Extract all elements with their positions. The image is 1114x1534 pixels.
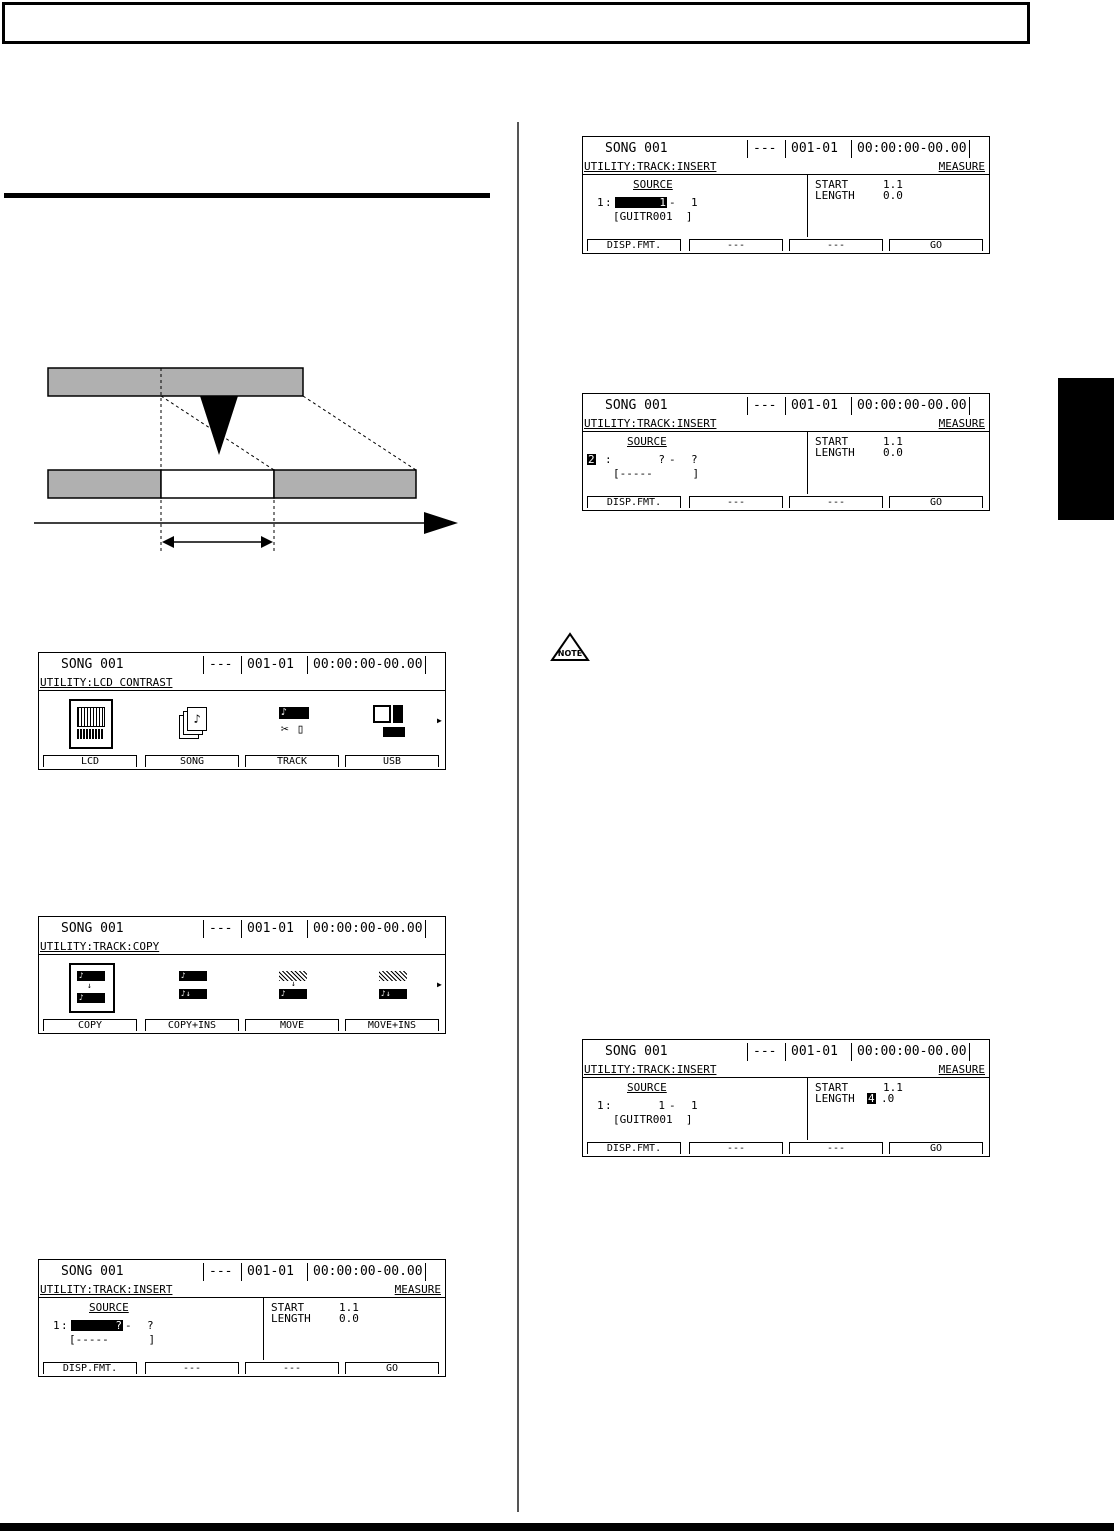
note-warning-icon: [548, 632, 592, 664]
scroll-right-icon[interactable]: ▶: [437, 716, 442, 725]
fkey-move[interactable]: MOVE: [245, 1019, 339, 1031]
page-header-box: [2, 2, 1030, 44]
source-label: SOURCE: [89, 1301, 129, 1314]
song-icon[interactable]: ♪: [179, 707, 207, 739]
song-name: SONG 001: [61, 1264, 124, 1279]
length-label: LENGTH: [271, 1312, 311, 1325]
source-label: SOURCE: [627, 435, 667, 448]
breadcrumb: UTILITY:TRACK:INSERT: [584, 417, 717, 430]
status-field: ---: [753, 398, 777, 413]
fkey-disp-fmt[interactable]: DISP.FMT.: [587, 239, 681, 251]
source-track-name: [----- ]: [613, 467, 700, 480]
move-insert-icon[interactable]: ♪↓: [379, 971, 409, 1003]
original-track-bar: [48, 368, 303, 396]
position-field: 001-01: [791, 398, 838, 413]
length-value-rest: .0: [881, 1092, 895, 1105]
time-field: 00:00:00-00.00: [313, 1264, 423, 1279]
fkey-2[interactable]: ---: [689, 496, 783, 508]
fkey-go[interactable]: GO: [889, 496, 983, 508]
scroll-right-icon[interactable]: ▶: [437, 980, 442, 989]
position-field: 001-01: [247, 921, 294, 936]
source-track-name: [----- ]: [69, 1333, 156, 1346]
fkey-usb[interactable]: USB: [345, 755, 439, 767]
source-track-separator: -: [125, 1319, 132, 1332]
source-track-name: [GUITR001 ]: [613, 1113, 693, 1126]
display-format-mode: MEASURE: [394, 1283, 441, 1296]
start-label: START: [271, 1301, 305, 1314]
fkey-disp-fmt[interactable]: DISP.FMT.: [587, 1142, 681, 1154]
lcd-track-menu-screen: [38, 916, 446, 1034]
song-name: SONG 001: [605, 398, 668, 413]
time-axis-arrowhead: [424, 512, 458, 534]
length-span-left-head: [162, 536, 174, 548]
fkey-go[interactable]: GO: [345, 1362, 439, 1374]
time-field: 00:00:00-00.00: [857, 398, 967, 413]
breadcrumb: UTILITY:TRACK:INSERT: [584, 160, 717, 173]
source-track-field[interactable]: 1: [658, 1099, 665, 1112]
inserted-blank-region: [161, 470, 274, 498]
copy-icon[interactable]: ♪ ↓ ♪: [69, 963, 115, 1013]
fkey-2[interactable]: ---: [145, 1362, 239, 1374]
start-value[interactable]: 1.1: [883, 1081, 903, 1094]
position-field: 001-01: [791, 141, 838, 156]
source-track-field[interactable]: 1: [615, 197, 667, 208]
start-label: START: [815, 435, 849, 448]
source-row-number[interactable]: 2: [588, 453, 595, 466]
time-field: 00:00:00-00.00: [313, 657, 423, 672]
time-field: 00:00:00-00.00: [313, 921, 423, 936]
fkey-move-ins[interactable]: MOVE+INS: [345, 1019, 439, 1031]
fkey-2[interactable]: ---: [689, 239, 783, 251]
fkey-disp-fmt[interactable]: DISP.FMT.: [43, 1362, 137, 1374]
start-label: START: [815, 1081, 849, 1094]
source-row-number: 1: [597, 1099, 604, 1112]
length-value-cursor[interactable]: 4: [868, 1092, 875, 1105]
song-name: SONG 001: [605, 1044, 668, 1059]
display-format-mode: MEASURE: [938, 417, 985, 430]
source-track-end[interactable]: ?: [147, 1319, 154, 1332]
fkey-3[interactable]: ---: [789, 496, 883, 508]
length-value[interactable]: 0.0: [339, 1312, 359, 1325]
song-name: SONG 001: [61, 921, 124, 936]
lcd-insert-length-screen: SONG 001 --- 001-01 00:00:00-00.00 UTILITY:TRACK:INSERT MEASURE SOURCE 1 : 1 - 1 [GUITR001 ] START 1.1 LENGTH 4 .0 DISP.FMT. --- --- GO: [582, 1039, 990, 1157]
source-row-number: 1: [53, 1319, 60, 1332]
fkey-3[interactable]: ---: [789, 239, 883, 251]
usb-icon[interactable]: [373, 705, 411, 741]
source-track-end[interactable]: 1: [691, 196, 698, 209]
song-name: SONG 001: [61, 657, 124, 672]
fkey-3[interactable]: ---: [789, 1142, 883, 1154]
source-track-field[interactable]: ?: [658, 453, 665, 466]
fkey-copy[interactable]: COPY: [43, 1019, 137, 1031]
lcd-insert-initial-screen: SONG 001 --- 001-01 00:00:00-00.00 UTILITY:TRACK:INSERT MEASURE SOURCE 1 : ? - ? [----- ] START 1.1 LENGTH 0.0 DISP.FMT. --- --- GO: [38, 1259, 446, 1377]
fkey-2[interactable]: ---: [689, 1142, 783, 1154]
status-field: ---: [209, 1264, 233, 1279]
time-field: 00:00:00-00.00: [857, 141, 967, 156]
length-label: LENGTH: [815, 189, 855, 202]
insert-diagram: [30, 360, 460, 560]
lcd-utility-screen: [38, 652, 446, 770]
display-format-mode: MEASURE: [938, 160, 985, 173]
lcd-insert-track1-screen: SONG 001 --- 001-01 00:00:00-00.00 UTILITY:TRACK:INSERT MEASURE SOURCE 1 : 1 - 1 [GUITR001 ] START 1.1 LENGTH 0.0 DISP.FMT. --- --- GO: [582, 136, 990, 254]
song-name: SONG 001: [605, 141, 668, 156]
fkey-lcd[interactable]: LCD: [43, 755, 137, 767]
position-field: 001-01: [247, 657, 294, 672]
move-icon[interactable]: ↓ ♪: [279, 971, 309, 1003]
fkey-disp-fmt[interactable]: DISP.FMT.: [587, 496, 681, 508]
fkey-song[interactable]: SONG: [145, 755, 239, 767]
result-track-bar-before: [48, 470, 161, 498]
fkey-track[interactable]: TRACK: [245, 755, 339, 767]
shift-guide-line-2: [303, 396, 416, 470]
status-field: ---: [209, 921, 233, 936]
length-value[interactable]: 0.0: [883, 446, 903, 459]
down-arrow: [200, 396, 238, 455]
column-divider: [517, 122, 519, 1512]
start-value[interactable]: 1.1: [339, 1301, 359, 1314]
footer-rule: [0, 1523, 1114, 1531]
breadcrumb: UTILITY:TRACK:INSERT: [40, 1283, 173, 1296]
length-label: LENGTH: [815, 446, 855, 459]
time-field: 00:00:00-00.00: [857, 1044, 967, 1059]
note-label: NOTE: [557, 649, 583, 658]
fkey-go[interactable]: GO: [889, 1142, 983, 1154]
fkey-copy-ins[interactable]: COPY+INS: [145, 1019, 239, 1031]
length-value[interactable]: 0.0: [883, 189, 903, 202]
section-rule: [4, 193, 490, 198]
lcd-contrast-icon[interactable]: [69, 699, 113, 749]
breadcrumb: UTILITY:TRACK:COPY: [40, 940, 160, 953]
source-track-end[interactable]: 1: [691, 1099, 698, 1112]
source-label: SOURCE: [633, 178, 673, 191]
position-field: 001-01: [791, 1044, 838, 1059]
source-track-separator: -: [669, 1099, 676, 1112]
source-track-separator: -: [669, 196, 676, 209]
position-field: 001-01: [247, 1264, 294, 1279]
source-track-end[interactable]: ?: [691, 453, 698, 466]
chapter-tab: [1058, 378, 1114, 520]
source-track-field[interactable]: ?: [71, 1320, 123, 1331]
start-label: START: [815, 178, 849, 191]
status-field: ---: [753, 141, 777, 156]
lcd-insert-row2-screen: SONG 001 --- 001-01 00:00:00-00.00 UTILITY:TRACK:INSERT MEASURE SOURCE 2 : ? - ? [----- ] START 1.1 LENGTH 0.0 DISP.FMT. --- --- GO: [582, 393, 990, 511]
breadcrumb: UTILITY:LCD CONTRAST: [40, 676, 173, 689]
copy-insert-icon[interactable]: ♪ ♪↓: [179, 971, 209, 1003]
display-format-mode: MEASURE: [938, 1063, 985, 1076]
track-icon[interactable]: ♪ ✂ ▯: [279, 707, 309, 739]
length-span-right-head: [261, 536, 273, 548]
length-label: LENGTH: [815, 1092, 855, 1105]
start-value[interactable]: 1.1: [883, 178, 903, 191]
start-value[interactable]: 1.1: [883, 435, 903, 448]
breadcrumb: UTILITY:TRACK:INSERT: [584, 1063, 717, 1076]
fkey-go[interactable]: GO: [889, 239, 983, 251]
source-row-number: 1: [597, 196, 604, 209]
fkey-3[interactable]: ---: [245, 1362, 339, 1374]
result-track-bar-after: [274, 470, 416, 498]
source-track-separator: -: [669, 453, 676, 466]
status-field: ---: [209, 657, 233, 672]
source-label: SOURCE: [627, 1081, 667, 1094]
status-field: ---: [753, 1044, 777, 1059]
source-track-name: [GUITR001 ]: [613, 210, 693, 223]
